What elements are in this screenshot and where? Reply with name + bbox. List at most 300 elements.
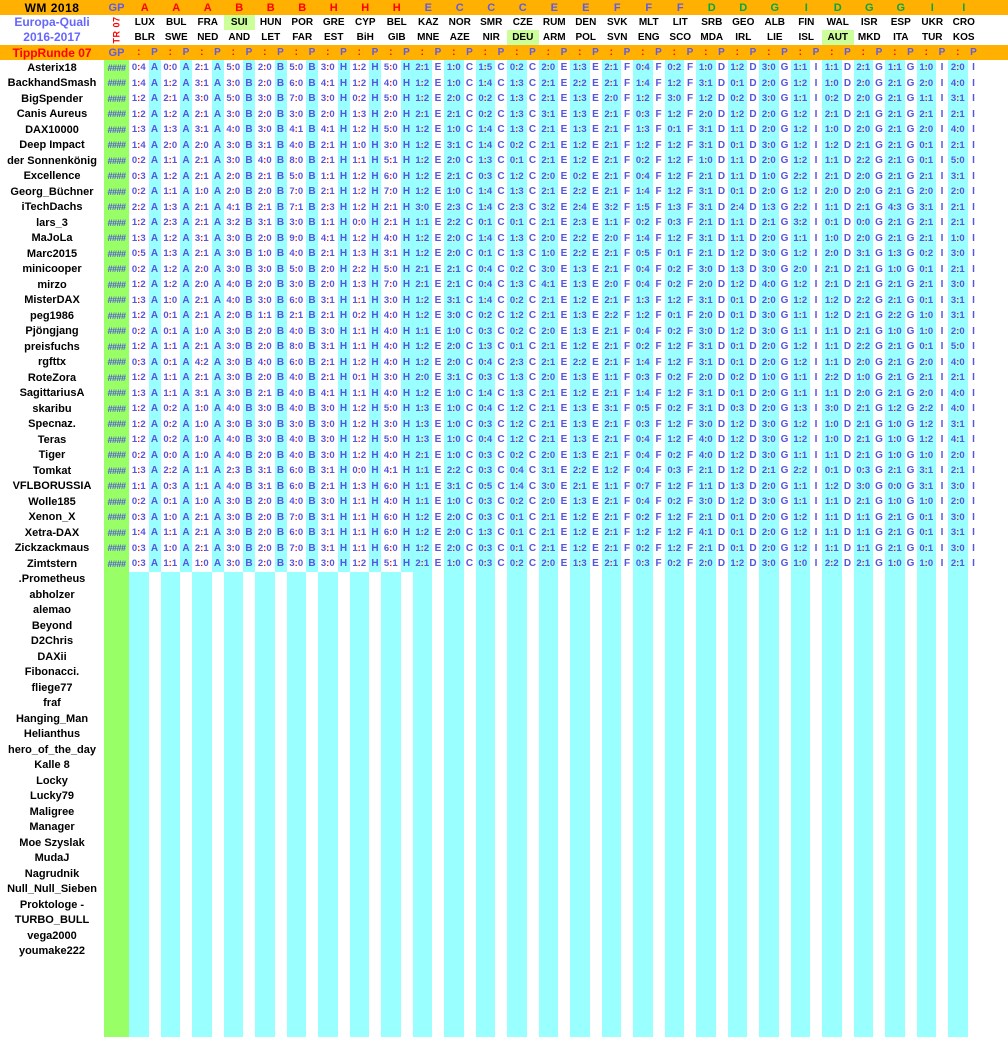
- away-team: MKD: [857, 32, 881, 43]
- tip-score: 1:0: [192, 556, 212, 572]
- tip-cell-Zimtstern-KAZ: [413, 556, 445, 572]
- tip-group-letter: [338, 587, 350, 603]
- tip-score: 1:0: [192, 184, 212, 200]
- tip-cell-Moe Szyslak-MLT: [633, 835, 665, 851]
- tip-group-letter: [936, 773, 948, 789]
- tip-score: 1:3: [129, 463, 149, 479]
- tip-cell-Wolle185-ESP: [885, 494, 917, 510]
- tip-group-letter: G: [905, 324, 917, 340]
- tip-score: [917, 835, 937, 851]
- tip-cell-Tomkat-LUX: [129, 463, 161, 479]
- tip-score: 1:2: [129, 339, 149, 355]
- tip-group-letter: [495, 649, 507, 665]
- tip-cell-MaJoLa-HUN: [255, 231, 287, 247]
- tip-group-letter: [653, 665, 665, 681]
- tip-score: 3:1: [696, 355, 716, 371]
- tip-score: 0:1: [161, 308, 181, 324]
- tip-score: 3:0: [444, 308, 464, 324]
- tip-score: [602, 696, 622, 712]
- tip-group-letter: [495, 866, 507, 882]
- tip-score: 1:0: [161, 541, 181, 557]
- tip-score: [381, 882, 401, 898]
- tip-cell-VFLBORUSSIA-BUL: [161, 479, 193, 495]
- tip-group-letter: [621, 773, 633, 789]
- tip-group-letter: G: [779, 277, 791, 293]
- tip-group-letter: [684, 680, 696, 696]
- tip-score: 1:3: [507, 107, 527, 123]
- tip-cell-TURBO_BULL-GEO: [728, 913, 760, 929]
- colon-separator: :: [515, 47, 519, 58]
- player-name: Null_Null_Sieben: [7, 883, 97, 896]
- colon-separator: :: [294, 47, 298, 58]
- tip-cell-MaJoLa-POR: [287, 231, 319, 247]
- away-team: GIB: [387, 32, 406, 43]
- tip-group-letter: E: [432, 541, 444, 557]
- tip-group-letter: [527, 882, 539, 898]
- tip-group-letter: G: [873, 184, 885, 200]
- tip-cell-rgfttx-POR: [287, 355, 319, 371]
- tip-group-letter: B: [243, 525, 255, 541]
- tip-group-letter: D: [842, 448, 854, 464]
- tip-group-letter: A: [212, 401, 224, 417]
- tip-score: [413, 897, 433, 913]
- tip-cell-minicooper-FIN: [791, 262, 823, 278]
- tip-score: 2:0: [854, 355, 874, 371]
- tip-group-letter: H: [338, 246, 350, 262]
- tip-score: 2:0: [224, 169, 244, 185]
- tip-cell-Proktologe --LUX: [129, 897, 161, 913]
- tip-score: [129, 711, 149, 727]
- tip-group-letter: H: [369, 231, 381, 247]
- tip-cell-Manager-FIN: [791, 820, 823, 836]
- tip-cell-iTechDachs-CRO: [948, 200, 980, 216]
- tip-cell-Helianthus-SVK: [602, 727, 634, 743]
- tip-cell-Marc2015-RUM: [539, 246, 571, 262]
- tip-group-letter: D: [842, 494, 854, 510]
- tip-cell-rgfttx-LUX: [129, 355, 161, 371]
- tip-score: 1:0: [917, 308, 937, 324]
- gp-cell: [104, 417, 129, 433]
- tip-score: [507, 603, 527, 619]
- tip-score: 7:0: [287, 91, 307, 107]
- tip-cell-fraf-GRE: [318, 696, 350, 712]
- tip-score: 1:2: [350, 184, 370, 200]
- tip-group-letter: A: [149, 401, 161, 417]
- tip-group-letter: B: [243, 479, 255, 495]
- tip-cell-iTechDachs-WAL: [822, 200, 854, 216]
- tip-score: [759, 572, 779, 588]
- tip-score: 1:2: [413, 541, 433, 557]
- tip-score: [507, 587, 527, 603]
- tip-cell-der Sonnenkönig-CRO: [948, 153, 980, 169]
- tip-group-letter: [590, 897, 602, 913]
- tip-group-letter: G: [779, 215, 791, 231]
- tip-score: 0:4: [507, 463, 527, 479]
- tip-cell-Xenon_X-SMR: [476, 510, 508, 526]
- tip-group-letter: E: [432, 525, 444, 541]
- tip-group-letter: I: [810, 91, 822, 107]
- tip-cell-abholzer-ISR: [854, 587, 886, 603]
- tip-cell-Proktologe --BUL: [161, 897, 193, 913]
- tip-score: [539, 928, 559, 944]
- tip-cell-mirzo-LUX: [129, 277, 161, 293]
- tip-group-letter: [590, 665, 602, 681]
- tip-cell-BigSpender-NOR: [444, 91, 476, 107]
- tip-group-letter: E: [558, 262, 570, 278]
- tip-cell-Tomkat-POR: [287, 463, 319, 479]
- tip-group-letter: [212, 572, 224, 588]
- tip-group-letter: [306, 866, 318, 882]
- tip-score: 0:2: [476, 308, 496, 324]
- tip-cell-Moe Szyslak-LUX: [129, 835, 161, 851]
- gp-cell: [104, 789, 129, 805]
- tip-cell-Asterix18-GRE: [318, 60, 350, 76]
- tip-score: 0:1: [822, 215, 842, 231]
- tip-score: 0:1: [728, 510, 748, 526]
- tip-score: [255, 587, 275, 603]
- tip-cell-Xetra-DAX-SUI: [224, 525, 256, 541]
- tip-score: [633, 603, 653, 619]
- tip-cell-der Sonnenkönig-SUI: [224, 153, 256, 169]
- tip-group-letter: [495, 928, 507, 944]
- tip-group-letter: [810, 742, 822, 758]
- tip-cell-Pjöngjang-SVK: [602, 324, 634, 340]
- tip-score: 2:1: [192, 541, 212, 557]
- home-team: SUI: [224, 15, 256, 30]
- tip-score: [413, 680, 433, 696]
- tip-score: [570, 711, 590, 727]
- tip-score: [476, 665, 496, 681]
- tip-cell-DAX10000-ESP: [885, 122, 917, 138]
- tip-group-letter: C: [464, 556, 476, 572]
- tip-group-letter: [401, 665, 413, 681]
- tip-score: 1:2: [350, 200, 370, 216]
- player-name: Moe Szyslak: [19, 836, 85, 849]
- tip-cell-Beyond-ESP: [885, 618, 917, 634]
- tip-group-letter: [968, 820, 980, 836]
- tip-cell-iTechDachs-KAZ: [413, 200, 445, 216]
- tip-group-letter: C: [495, 122, 507, 138]
- tip-score: [570, 665, 590, 681]
- tip-group-letter: [905, 866, 917, 882]
- tip-score: 3:0: [224, 138, 244, 154]
- tip-group-letter: [338, 866, 350, 882]
- tip-group-letter: A: [180, 417, 192, 433]
- tip-group-letter: D: [747, 479, 759, 495]
- tip-cell-SagittariusA-WAL: [822, 386, 854, 402]
- tip-group-letter: A: [180, 324, 192, 340]
- tip-group-letter: F: [684, 494, 696, 510]
- tip-score: [570, 603, 590, 619]
- tip-cell-Zickzackmaus-CZE: [507, 541, 539, 557]
- tip-group-letter: H: [369, 246, 381, 262]
- tip-cell-Tomkat-SRB: [696, 463, 728, 479]
- tip-cell-Deep Impact-SRB: [696, 138, 728, 154]
- match-header-HUN-LET: [255, 15, 287, 45]
- tip-cell-BigSpender-BUL: [161, 91, 193, 107]
- tip-cell-mirzo-CYP: [350, 277, 382, 293]
- tip-cell-RoteZora-FRA: [192, 370, 224, 386]
- player-name: der Sonnenkönig: [7, 154, 97, 167]
- player-row-vega2000: [0, 928, 1008, 944]
- tip-score: 2:3: [444, 200, 464, 216]
- tip-group-letter: H: [338, 277, 350, 293]
- tip-cell-DAXii-ALB: [759, 649, 791, 665]
- tip-cell-lars_3-GRE: [318, 215, 350, 231]
- tip-cell-lars_3-CYP: [350, 215, 382, 231]
- tip-group-letter: [180, 882, 192, 898]
- tip-score: [759, 866, 779, 882]
- tip-cell-minicooper-KAZ: [413, 262, 445, 278]
- tip-cell-Maligree-SUI: [224, 804, 256, 820]
- tip-score: [318, 696, 338, 712]
- tip-group-letter: C: [527, 494, 539, 510]
- tip-cell-MaJoLa-ESP: [885, 231, 917, 247]
- tip-cell-Maligree-RUM: [539, 804, 571, 820]
- tip-cell-Wolle185-HUN: [255, 494, 287, 510]
- tip-cell-vega2000-GRE: [318, 928, 350, 944]
- tip-cell-Null_Null_Sieben-WAL: [822, 882, 854, 898]
- tip-cell-fliege77-NOR: [444, 680, 476, 696]
- tip-score: [885, 665, 905, 681]
- tip-cell-.Prometheus-CYP: [350, 572, 382, 588]
- tip-group-letter: F: [621, 324, 633, 340]
- tip-cell-Teras-NOR: [444, 432, 476, 448]
- tip-score: 6:0: [381, 525, 401, 541]
- tip-cell-abholzer-SVK: [602, 587, 634, 603]
- tip-group-letter: F: [684, 339, 696, 355]
- gp-hash-overflow: ####: [107, 279, 126, 290]
- tip-group-letter: B: [306, 339, 318, 355]
- tip-score: 2:1: [318, 184, 338, 200]
- tip-score: 1:2: [413, 293, 433, 309]
- tip-cell-Fibonacci.-GRE: [318, 665, 350, 681]
- tip-score: [602, 634, 622, 650]
- tip-cell-DAX10000-FRA: [192, 122, 224, 138]
- tip-group-letter: [338, 928, 350, 944]
- tip-group-letter: D: [716, 308, 728, 324]
- tip-score: [413, 835, 433, 851]
- tip-group-letter: B: [306, 215, 318, 231]
- tip-score: 2:0: [948, 184, 968, 200]
- tip-score: 1:3: [413, 401, 433, 417]
- tip-score: 0:3: [665, 463, 685, 479]
- tip-group-letter: [338, 758, 350, 774]
- tip-cell-abholzer-LIT: [665, 587, 697, 603]
- tip-group-letter: [275, 649, 287, 665]
- tip-group-letter: I: [936, 432, 948, 448]
- tip-cell-Beyond-WAL: [822, 618, 854, 634]
- tip-group-letter: F: [684, 448, 696, 464]
- tip-cell-minicooper-SVK: [602, 262, 634, 278]
- gp-cell: [104, 138, 129, 154]
- tip-score: 1:3: [350, 479, 370, 495]
- gp-cell: [104, 928, 129, 944]
- tip-cell-Hanging_Man-DEN: [570, 711, 602, 727]
- tip-group-letter: H: [401, 556, 413, 572]
- tip-cell-SagittariusA-KAZ: [413, 386, 445, 402]
- tip-group-letter: [243, 866, 255, 882]
- tip-cell-Xenon_X-ESP: [885, 510, 917, 526]
- tip-cell-.Prometheus-GRE: [318, 572, 350, 588]
- tip-group-letter: F: [653, 479, 665, 495]
- tip-score: 2:1: [318, 308, 338, 324]
- tip-group-letter: A: [212, 76, 224, 92]
- tip-cell-Wolle185-LIT: [665, 494, 697, 510]
- tip-group-letter: [653, 634, 665, 650]
- tip-cell-mirzo-KAZ: [413, 277, 445, 293]
- tip-group-letter: F: [684, 355, 696, 371]
- tip-group-letter: [936, 711, 948, 727]
- tip-cell-D2Chris-MLT: [633, 634, 665, 650]
- tip-group-letter: [180, 758, 192, 774]
- tip-score: [665, 572, 685, 588]
- tip-score: 2:1: [444, 262, 464, 278]
- tip-cell-MaJoLa-CRO: [948, 231, 980, 247]
- tip-score: 0:3: [665, 215, 685, 231]
- tip-group-letter: [432, 928, 444, 944]
- tip-score: [759, 696, 779, 712]
- tip-group-letter: G: [779, 308, 791, 324]
- tip-group-letter: [149, 680, 161, 696]
- tip-group-letter: B: [243, 122, 255, 138]
- tip-group-letter: D: [747, 277, 759, 293]
- tip-score: [854, 587, 874, 603]
- tip-group-letter: [464, 572, 476, 588]
- tip-group-letter: E: [590, 107, 602, 123]
- tip-group-letter: [149, 773, 161, 789]
- tip-score: [476, 618, 496, 634]
- tip-group-letter: H: [338, 324, 350, 340]
- tip-cell-RoteZora-WAL: [822, 370, 854, 386]
- tip-group-letter: [401, 866, 413, 882]
- tip-group-letter: G: [905, 370, 917, 386]
- points-header-5: [287, 45, 319, 60]
- tip-score: 1:3: [161, 246, 181, 262]
- tip-cell-DAX10000-UKR: [917, 122, 949, 138]
- tip-group-letter: I: [810, 479, 822, 495]
- tip-cell-hero_of_the_day-ESP: [885, 742, 917, 758]
- tip-cell-Nagrudnik-BEL: [381, 866, 413, 882]
- tip-cell-Zimtstern-HUN: [255, 556, 287, 572]
- tip-cell-BigSpender-DEN: [570, 91, 602, 107]
- tip-group-letter: F: [653, 525, 665, 541]
- tip-cell-Specnaz.-BEL: [381, 417, 413, 433]
- player-name: Specnaz.: [28, 418, 76, 431]
- tip-group-letter: I: [810, 510, 822, 526]
- tip-score: 1:1: [854, 525, 874, 541]
- tip-score: [822, 820, 842, 836]
- tip-group-letter: [684, 587, 696, 603]
- tip-cell-Helianthus-SMR: [476, 727, 508, 743]
- tip-score: 1:2: [129, 308, 149, 324]
- tip-score: [917, 572, 937, 588]
- tip-cell-TURBO_BULL-KAZ: [413, 913, 445, 929]
- tip-cell-alemao-CZE: [507, 603, 539, 619]
- tip-score: 2:1: [602, 541, 622, 557]
- tip-group-letter: I: [968, 417, 980, 433]
- tip-group-letter: E: [558, 556, 570, 572]
- tip-score: [444, 696, 464, 712]
- tip-group-letter: [905, 618, 917, 634]
- tip-score: [885, 587, 905, 603]
- tip-score: 0:3: [129, 169, 149, 185]
- tip-cell-fliege77-CYP: [350, 680, 382, 696]
- tip-group-letter: H: [401, 215, 413, 231]
- tip-group-letter: [306, 727, 318, 743]
- tip-score: 2:2: [854, 293, 874, 309]
- tip-cell-Asterix18-ESP: [885, 60, 917, 76]
- tip-cell-MaJoLa-ALB: [759, 231, 791, 247]
- tip-cell-Fibonacci.-GEO: [728, 665, 760, 681]
- tip-cell-Wolle185-BEL: [381, 494, 413, 510]
- tip-cell-Zickzackmaus-SMR: [476, 541, 508, 557]
- tip-score: 2:0: [255, 556, 275, 572]
- tip-score: 3:1: [318, 510, 338, 526]
- tip-score: 4:3: [885, 200, 905, 216]
- tip-score: 1:0: [192, 448, 212, 464]
- tip-cell-preisfuchs-LUX: [129, 339, 161, 355]
- tip-cell-Beyond-FIN: [791, 618, 823, 634]
- tip-cell-Manager-RUM: [539, 820, 571, 836]
- tip-cell-abholzer-BEL: [381, 587, 413, 603]
- tip-cell-Xenon_X-BUL: [161, 510, 193, 526]
- tip-group-letter: [338, 820, 350, 836]
- gp-hash-overflow: ####: [107, 512, 126, 523]
- tip-cell-Tiger-POR: [287, 448, 319, 464]
- tip-cell-BackhandSmash-NOR: [444, 76, 476, 92]
- tip-group-letter: [464, 742, 476, 758]
- tip-group-letter: I: [968, 215, 980, 231]
- tip-score: [381, 742, 401, 758]
- tip-cell-SagittariusA-SVK: [602, 386, 634, 402]
- tip-score: 2:0: [759, 107, 779, 123]
- match-header-ISR-MKD: [854, 15, 886, 45]
- tip-score: 2:1: [602, 184, 622, 200]
- tip-score: 2:0: [696, 556, 716, 572]
- tip-group-letter: [842, 882, 854, 898]
- tip-cell-Canis Aureus-CYP: [350, 107, 382, 123]
- tip-group-letter: [653, 897, 665, 913]
- tip-cell-Georg_Büchner-MLT: [633, 184, 665, 200]
- tip-group-letter: [842, 758, 854, 774]
- tip-group-letter: [590, 711, 602, 727]
- tip-score: [192, 913, 212, 929]
- colon-separator: :: [137, 47, 141, 58]
- tip-score: 1:1: [350, 324, 370, 340]
- tip-group-letter: H: [338, 479, 350, 495]
- tip-group-letter: I: [968, 448, 980, 464]
- tip-group-letter: [401, 587, 413, 603]
- tip-cell-lars_3-RUM: [539, 215, 571, 231]
- tip-group-letter: H: [338, 262, 350, 278]
- tip-cell-fliege77-SUI: [224, 680, 256, 696]
- tip-cell-Zimtstern-CYP: [350, 556, 382, 572]
- tip-score: 3:0: [318, 91, 338, 107]
- tip-group-letter: [212, 851, 224, 867]
- tip-score: 1:2: [822, 479, 842, 495]
- tip-score: [413, 773, 433, 789]
- tip-cell-hero_of_the_day-MLT: [633, 742, 665, 758]
- tip-score: 2:0: [255, 60, 275, 76]
- tip-group-letter: A: [180, 494, 192, 510]
- tip-score: [161, 742, 181, 758]
- tip-cell-skaribu-LIT: [665, 401, 697, 417]
- tip-group-letter: H: [338, 60, 350, 76]
- tip-group-letter: A: [149, 231, 161, 247]
- tip-score: 0:2: [507, 262, 527, 278]
- tip-score: [665, 727, 685, 743]
